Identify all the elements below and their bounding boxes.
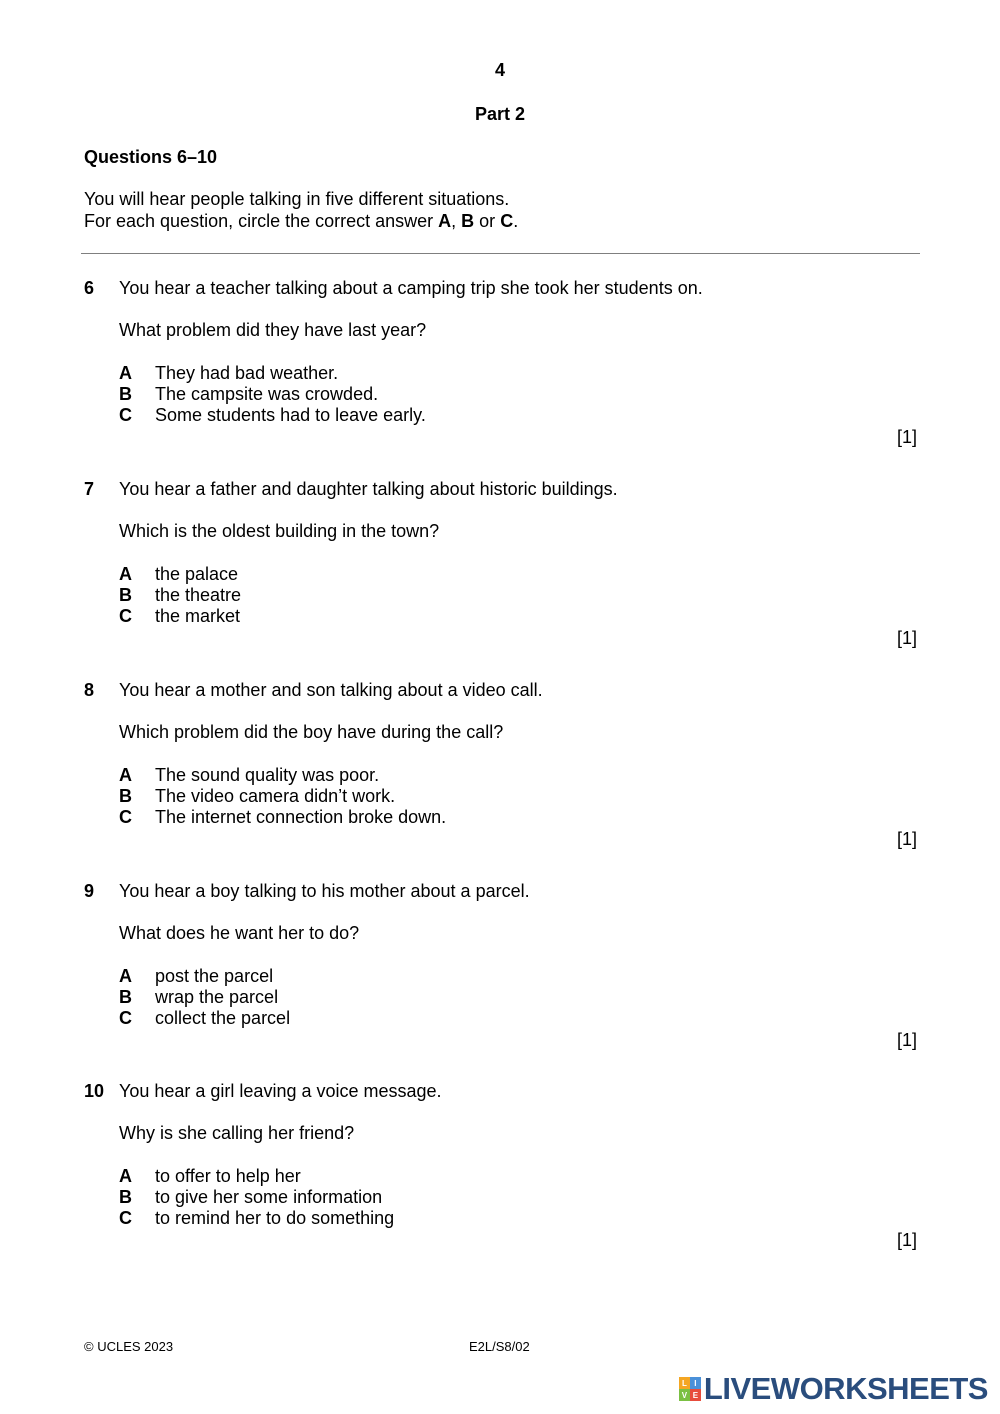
option-c-letter[interactable]: C	[119, 807, 132, 827]
question-number: 7	[84, 479, 95, 499]
option-a-letter[interactable]: A	[119, 1166, 132, 1186]
option-c-letter[interactable]: C	[119, 1008, 132, 1028]
paper-code: E2L/S8/02	[469, 1339, 530, 1354]
option-a-letter[interactable]: A	[119, 564, 132, 584]
instruction-letter-c: C	[500, 211, 514, 231]
liveworksheets-logo[interactable]	[679, 1371, 988, 1407]
option-c-text[interactable]: the market	[155, 606, 241, 626]
mark-allocation: [1]	[896, 1230, 917, 1250]
option-c-letter[interactable]: C	[119, 405, 132, 425]
instruction-end: .	[513, 211, 519, 231]
question-stem: You hear a girl leaving a voice message.	[119, 1081, 442, 1101]
option-b-letter[interactable]: B	[119, 987, 132, 1007]
section-divider	[81, 253, 920, 254]
instruction-letter-a: A	[438, 211, 452, 231]
question-10	[0, 1081, 1000, 1271]
question-number: 6	[84, 278, 95, 298]
instruction-line-1: You will hear people talking in five different situations.	[84, 189, 510, 209]
option-a-text[interactable]: They had bad weather.	[155, 363, 339, 383]
logo-tile: L	[679, 1377, 690, 1389]
instruction-separator-1: ,	[451, 211, 462, 231]
option-a-text[interactable]: post the parcel	[155, 966, 274, 986]
option-c-text[interactable]: Some students had to leave early.	[155, 405, 426, 425]
question-prompt: What does he want her to do?	[119, 923, 360, 943]
question-8	[0, 680, 1000, 870]
page-number: 4	[494, 60, 505, 80]
logo-wordmark: LIVEWORKSHEETS	[703, 1371, 988, 1406]
mark-allocation: [1]	[896, 1030, 917, 1050]
question-number: 9	[84, 881, 95, 901]
logo-tile: E	[690, 1389, 701, 1401]
copyright-notice: © UCLES 2023	[84, 1339, 174, 1354]
mark-allocation: [1]	[896, 829, 917, 849]
mark-allocation: [1]	[896, 628, 917, 648]
question-number: 10	[84, 1081, 105, 1101]
option-c-text[interactable]: collect the parcel	[155, 1008, 291, 1028]
option-b-text[interactable]: The campsite was crowded.	[155, 384, 379, 404]
question-7	[0, 479, 1000, 669]
option-b-text[interactable]: The video camera didn’t work.	[155, 786, 396, 806]
option-b-text[interactable]: to give her some information	[155, 1187, 383, 1207]
option-a-letter[interactable]: A	[119, 363, 132, 383]
option-c-text[interactable]: to remind her to do something	[155, 1208, 395, 1228]
option-b-letter[interactable]: B	[119, 384, 132, 404]
instruction-text: For each question, circle the correct answer	[84, 211, 439, 231]
mark-allocation: [1]	[896, 427, 917, 447]
question-stem: You hear a boy talking to his mother about a parcel.	[119, 881, 530, 901]
option-b-letter[interactable]: B	[119, 786, 132, 806]
question-number: 8	[84, 680, 95, 700]
logo-grid-icon	[679, 1377, 701, 1401]
option-a-text[interactable]: to offer to help her	[155, 1166, 301, 1186]
option-c-letter[interactable]: C	[119, 606, 132, 626]
question-stem: You hear a mother and son talking about a video call.	[119, 680, 543, 700]
option-c-letter[interactable]: C	[119, 1208, 132, 1228]
question-prompt: Which problem did the boy have during the call?	[119, 722, 504, 742]
part-title: Part 2	[474, 104, 526, 124]
question-prompt: What problem did they have last year?	[119, 320, 427, 340]
question-prompt: Which is the oldest building in the town?	[119, 521, 440, 541]
instruction-line-2	[84, 211, 518, 232]
logo-tile: I	[690, 1377, 701, 1389]
option-b-letter[interactable]: B	[119, 585, 132, 605]
question-6	[0, 278, 1000, 468]
question-prompt: Why is she calling her friend?	[119, 1123, 355, 1143]
question-9	[0, 881, 1000, 1071]
question-stem: You hear a father and daughter talking about historic buildings.	[119, 479, 618, 499]
instruction-letter-b: B	[461, 211, 475, 231]
instruction-separator-2: or	[474, 211, 501, 231]
option-a-letter[interactable]: A	[119, 765, 132, 785]
option-a-letter[interactable]: A	[119, 966, 132, 986]
option-a-text[interactable]: The sound quality was poor.	[155, 765, 380, 785]
option-b-letter[interactable]: B	[119, 1187, 132, 1207]
option-c-text[interactable]: The internet connection broke down.	[155, 807, 447, 827]
question-stem: You hear a teacher talking about a camping trip she took her students on.	[119, 278, 703, 298]
logo-tile: V	[679, 1389, 690, 1401]
option-a-text[interactable]: the palace	[155, 564, 239, 584]
questions-range-heading: Questions 6–10	[84, 147, 218, 167]
option-b-text[interactable]: the theatre	[155, 585, 242, 605]
option-b-text[interactable]: wrap the parcel	[155, 987, 279, 1007]
